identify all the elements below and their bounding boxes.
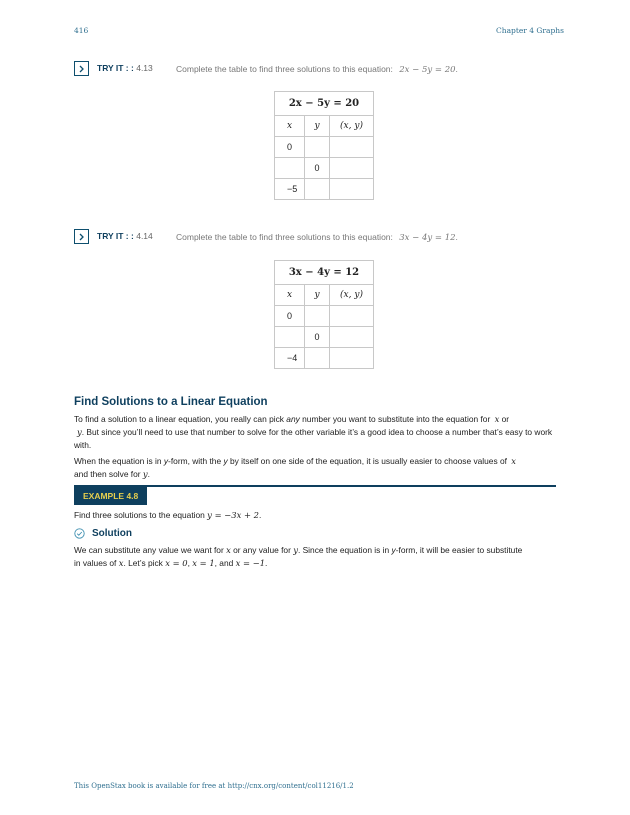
cell-xy [330,179,374,200]
text: number you want to substitute into the equation for [299,414,493,424]
chevron-right-icon [78,65,85,73]
text: in values of [74,558,119,568]
table-row [275,306,374,327]
column-header-x: x [275,285,305,306]
emphasis: y [163,456,169,466]
page-number: 416 [74,26,89,35]
column-header-y: y [305,285,330,306]
text: or any value for [230,545,294,555]
column-header-x: x [275,116,305,137]
math-var: x [118,558,124,568]
text: . [265,558,268,568]
math-var: x [494,414,500,424]
table-title: 3x − 4y = 12 [275,261,374,285]
text: , and [214,558,236,568]
chevron-right-icon [78,233,85,241]
math-var: x [226,545,231,555]
text: , [187,558,193,568]
footer-text: This OpenStax book is available for free at http://cnx.org/content/col11216/1.2 [74,782,354,790]
text: and then solve for [74,469,143,479]
cell-xy [330,158,374,179]
column-header-xy: (x, y) [330,285,374,306]
section-paragraph-1 [74,413,558,452]
table-row [275,158,374,179]
text: We can substitute any value we want for [74,545,227,555]
try-it-toggle-button[interactable] [74,229,89,244]
math-value: x = −1 [235,558,266,568]
example-equation: y = −3x + 2 [207,510,259,520]
emphasis: y [391,545,396,555]
example-badge: EXAMPLE 4.8 [74,487,147,505]
cell-x: 0 [275,306,305,327]
cell-y [305,179,330,200]
try-it-number: 4.14 [136,231,153,241]
cell-y [305,137,330,158]
solution-title: Solution [92,528,132,539]
cell-x [275,158,305,179]
column-header-y: y [305,116,330,137]
cell-xy [330,306,374,327]
cell-x: −5 [275,179,305,200]
try-it-text: Complete the table to find three solutions to this equation: [176,232,393,242]
math-var: y [142,469,148,479]
math-var: y [77,427,82,437]
try-it-toggle-button[interactable] [74,61,89,76]
cell-x [275,327,305,348]
math-value: x = 0 [165,558,188,568]
try-it-text: Complete the table to find three solutions to this equation: [176,64,393,74]
example-prompt [74,509,558,522]
column-header-xy: (x, y) [330,116,374,137]
solution-table-4-13 [274,91,374,200]
cell-xy [330,348,374,369]
emphasis: any [286,414,300,424]
text: . But since you’ll need to use that number to solve for the other variable it’s a good idea to choose a number that’s easy to work with. [74,427,553,450]
cell-y [305,306,330,327]
try-it-instruction: Complete the table to find three solutions to this equation: 2x − 5y = 20. [176,64,458,75]
text: To find a solution to a linear equation, you really can pick [74,414,287,424]
try-it-label-text: TRY IT : : [97,63,134,73]
text: When the equation is in [74,456,164,466]
try-it-instruction: Complete the table to find three solutions to this equation: 3x − 4y = 12. [176,232,458,243]
text: by itself on one side of the equation, it is usually easier to choose values of [227,456,510,466]
text: . Since the equation is in [297,545,392,555]
math-value: x = 1 [192,558,215,568]
checkmark-circle-icon [74,528,85,539]
section-title: Find Solutions to a Linear Equation [74,396,268,408]
cell-xy [330,327,374,348]
cell-xy [330,137,374,158]
try-it-equation: 3x − 4y = 12 [399,233,456,243]
text: or [499,414,510,424]
text: . [147,469,150,479]
solution-table-4-14 [274,260,374,369]
cell-x: 0 [275,137,305,158]
solution-paragraph [74,544,564,570]
text: . [258,510,262,520]
try-it-number: 4.13 [136,63,153,73]
table-row [275,348,374,369]
try-it-equation: 2x − 5y = 20 [399,65,456,75]
text: Find three solutions to the equation [74,510,208,520]
math-var: x [511,456,517,466]
cell-x: −4 [275,348,305,369]
cell-y: 0 [305,327,330,348]
chapter-title: Chapter 4 Graphs [496,26,564,35]
section-paragraph-2 [74,455,558,481]
cell-y: 0 [305,158,330,179]
try-it-label [97,63,153,73]
table-row [275,179,374,200]
math-var: y [293,545,298,555]
text: -form, it will be easier to substitute [395,545,523,555]
try-it-label-text: TRY IT : : [97,231,134,241]
cell-y [305,348,330,369]
text: -form, with the [168,456,224,466]
table-row [275,327,374,348]
table-title: 2x − 5y = 20 [275,92,374,116]
text: . Let’s pick [123,558,166,568]
try-it-label [97,231,153,241]
table-row [275,137,374,158]
emphasis: y [223,456,228,466]
